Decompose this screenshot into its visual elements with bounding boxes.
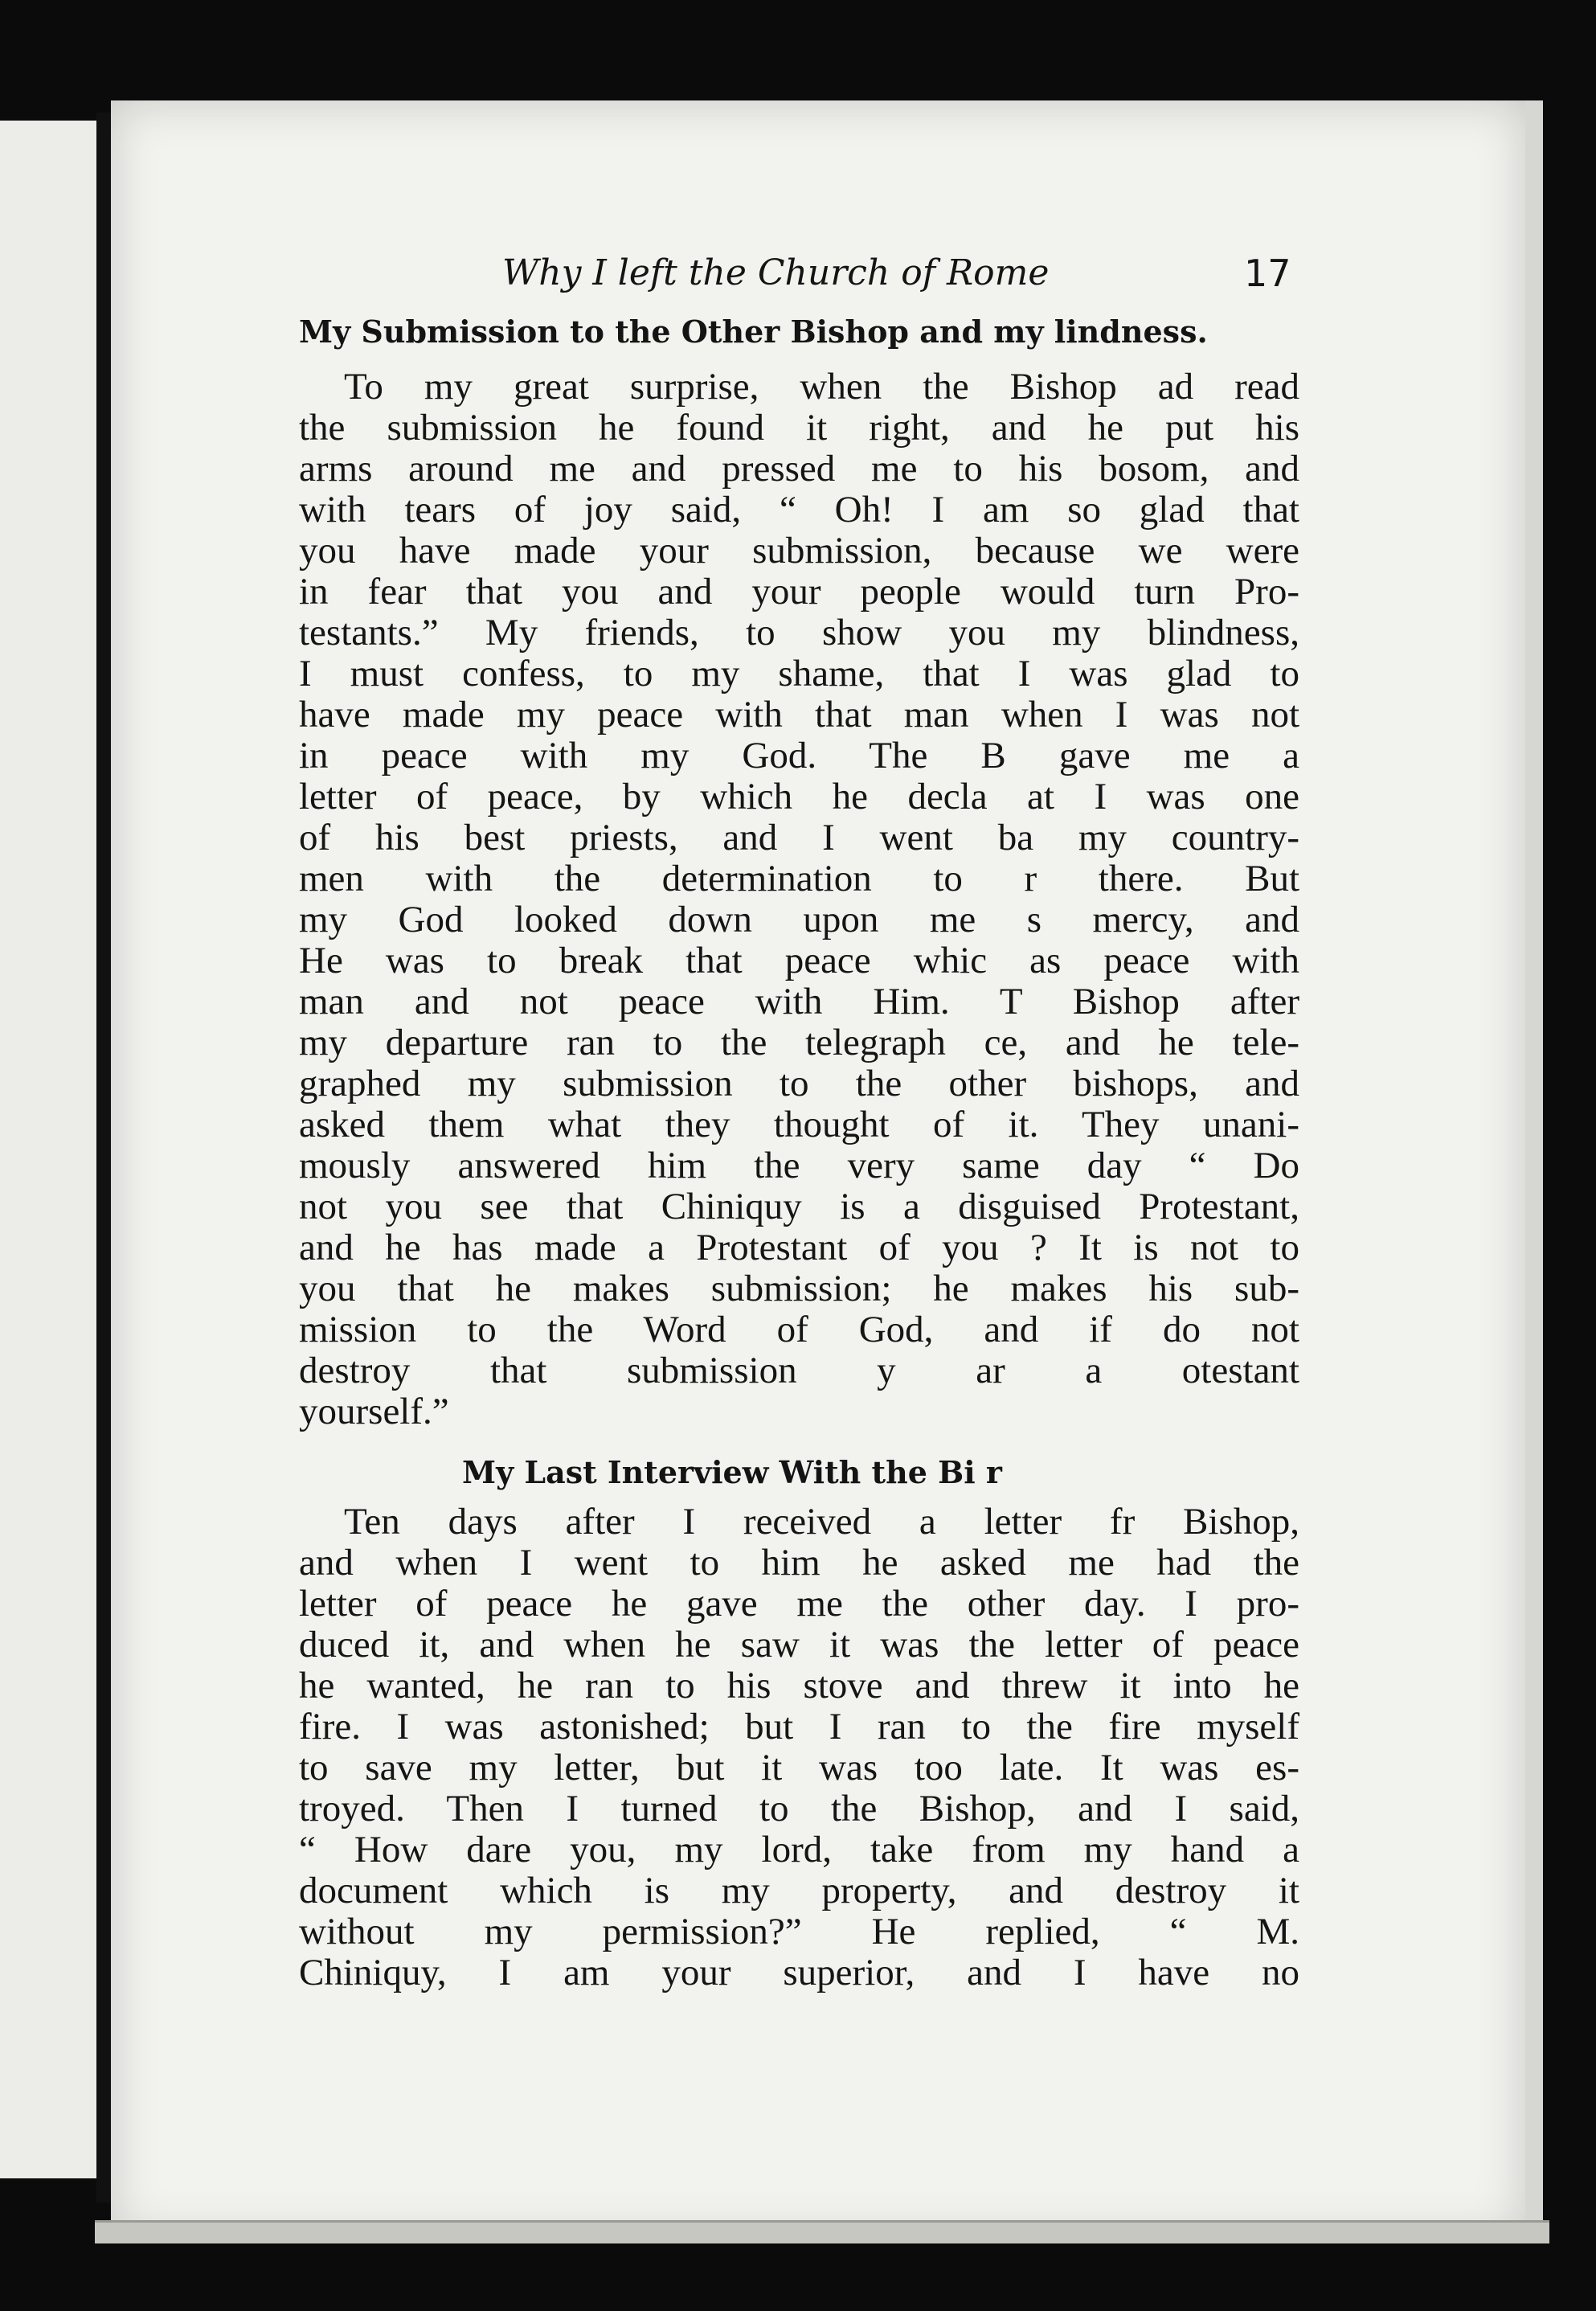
text-line: without my permission?” He replied, “ M.	[299, 1911, 1299, 1952]
page-bottom-edge	[95, 2220, 1549, 2243]
text-line: letter of peace, by which he decla at I was one	[299, 776, 1299, 817]
text-line: not you see that Chiniquy is a disguised Protestant,	[299, 1186, 1299, 1227]
text-line: He was to break that peace whic as peace with	[299, 940, 1299, 981]
previous-page-edge	[0, 121, 104, 2178]
text-line: fire. I was astonished; but I ran to the fire myself	[299, 1707, 1299, 1748]
text-line: asked them what they thought of it. They unani-	[299, 1104, 1299, 1145]
text-line: and he has made a Protestant of you ? It is not to	[299, 1227, 1299, 1268]
section-heading: My Submission to the Other Bishop and my lindness.	[299, 313, 1208, 350]
text-line: arms around me and pressed me to his bosom, and	[299, 449, 1299, 490]
text-line: with tears of joy said, “ Oh! I am so glad that	[299, 490, 1299, 531]
text-line: the submission he found it right, and he put his	[299, 408, 1299, 449]
text-line: of his best priests, and I went ba my country-	[299, 817, 1299, 858]
running-head: Why I left the Church of Rome	[502, 252, 1050, 293]
text-line: mously answered him the very same day “ Do	[299, 1145, 1299, 1186]
text-line: men with the determination to r there. But	[299, 858, 1299, 899]
text-line: in fear that you and your people would turn Pro-	[299, 572, 1299, 613]
text-line: and when I went to him he asked me had the	[299, 1543, 1299, 1584]
text-line: my departure ran to the telegraph ce, and he tele-	[299, 1022, 1299, 1063]
text-line: he wanted, he ran to his stove and threw it into he	[299, 1666, 1299, 1707]
text-line: man and not peace with Him. T Bishop after	[299, 981, 1299, 1022]
text-line: you that he makes submission; he makes his sub-	[299, 1268, 1299, 1309]
text-line: destroy that submission y ar a otestant	[299, 1350, 1299, 1391]
text-line: “ How dare you, my lord, take from my hand a	[299, 1830, 1299, 1871]
text-line: mission to the Word of God, and if do not	[299, 1309, 1299, 1350]
text-line: Ten days after I received a letter fr Bishop,	[344, 1502, 1299, 1543]
text-line: graphed my submission to the other bishops, and	[299, 1063, 1299, 1104]
text-line: I must confess, to my shame, that I was glad to	[299, 654, 1299, 695]
text-line: Chiniquy, I am your superior, and I have no	[299, 1952, 1299, 1993]
section-heading: My Last Interview With the Bi r	[462, 1454, 1002, 1490]
text-line: my God looked down upon me s mercy, and	[299, 899, 1299, 940]
page-number: 17	[1244, 252, 1291, 295]
text-line: in peace with my God. The B gave me a	[299, 736, 1299, 776]
text-line: duced it, and when he saw it was the letter of peace	[299, 1625, 1299, 1666]
text-line: To my great surprise, when the Bishop ad read	[344, 367, 1299, 408]
text-line: testants.” My friends, to show you my blindness,	[299, 613, 1299, 654]
text-line: yourself.”	[299, 1391, 449, 1432]
book-spine	[96, 113, 111, 2202]
text-line: troyed. Then I turned to the Bishop, and I said,	[299, 1789, 1299, 1830]
text-line: you have made your submission, because we were	[299, 531, 1299, 572]
text-line: document which is my property, and destroy it	[299, 1871, 1299, 1911]
text-line: letter of peace he gave me the other day. I pro-	[299, 1584, 1299, 1625]
text-line: to save my letter, but it was too late. It was es-	[299, 1748, 1299, 1789]
text-line: have made my peace with that man when I was not	[299, 695, 1299, 736]
